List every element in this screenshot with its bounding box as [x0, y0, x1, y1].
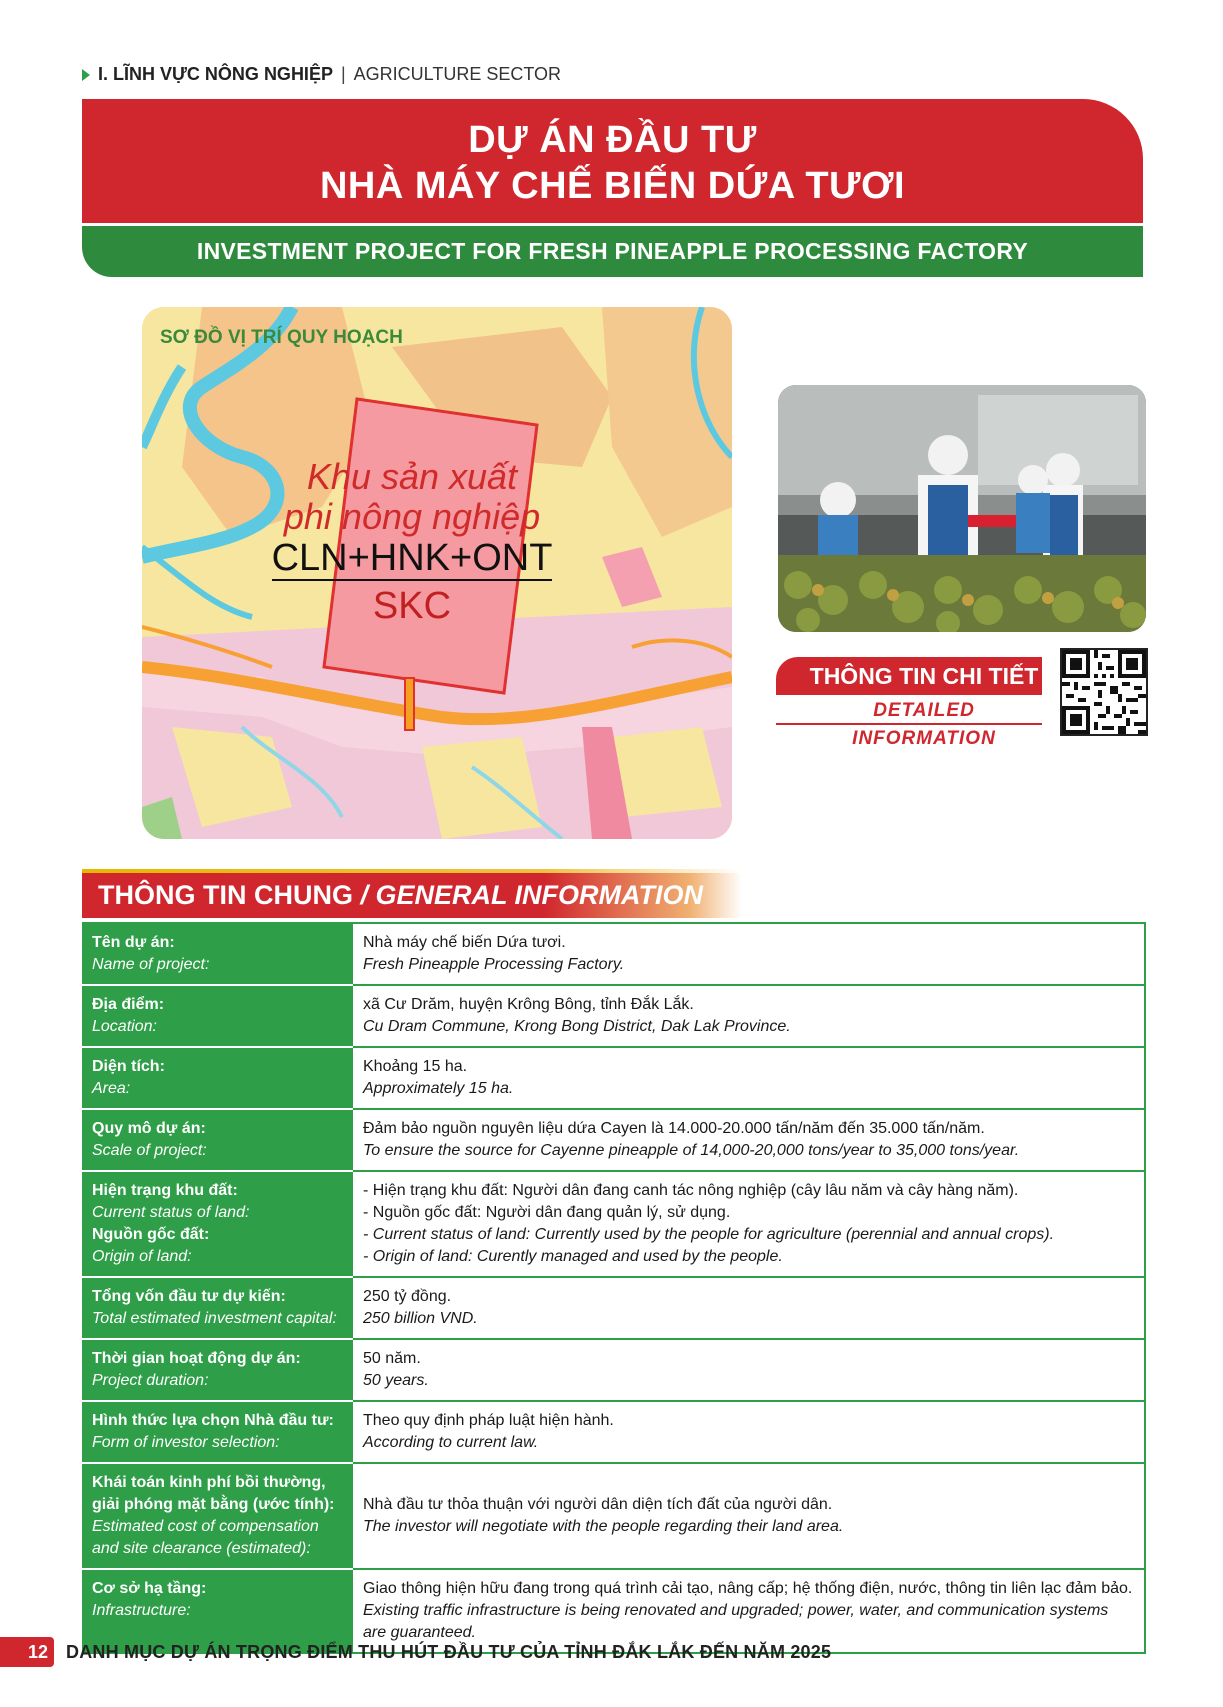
row-value-en: 50 years. [363, 1372, 429, 1389]
row-value [352, 985, 1145, 1047]
row-label [83, 923, 352, 985]
row-value-en: Fresh Pineapple Processing Factory. [363, 956, 625, 973]
table-row [83, 1401, 1145, 1463]
row-label-en: Current status of land: [92, 1204, 250, 1221]
detail-title-vi: THÔNG TIN CHI TIẾT [776, 657, 1042, 695]
general-info-heading [82, 873, 742, 918]
row-label [83, 1171, 352, 1277]
row-label-en-2: Origin of land: [92, 1248, 192, 1265]
detail-title-en: DETAILED INFORMATION [776, 697, 1042, 725]
page-number: 12 [0, 1637, 54, 1667]
general-info-heading-en: GENERAL INFORMATION [375, 880, 703, 910]
map-caption: SƠ ĐỒ VỊ TRÍ QUY HOẠCH [160, 327, 403, 348]
table-row [83, 1171, 1145, 1277]
row-value [352, 1109, 1145, 1171]
row-label [83, 1047, 352, 1109]
row-label-vi: Tổng vốn đầu tư dự kiến: [92, 1288, 286, 1305]
row-label-vi: Hình thức lựa chọn Nhà đầu tư: [92, 1412, 334, 1429]
section-breadcrumb [82, 64, 561, 85]
row-value-en: The investor will negotiate with the people regarding their land area. [363, 1518, 844, 1535]
row-value-en: 250 billion VND. [363, 1310, 478, 1327]
row-label-vi: Khái toán kinh phí bồi thường, giải phóng mặt bằng (ước tính): [92, 1474, 335, 1513]
table-row [83, 1277, 1145, 1339]
row-label-vi: Diện tích: [92, 1058, 165, 1075]
detailed-information-badge [776, 655, 1060, 749]
row-label [83, 1109, 352, 1171]
page-footer [0, 1636, 831, 1668]
map-land-code [262, 537, 562, 580]
row-value-vi: 250 tỷ đồng. [363, 1288, 452, 1305]
row-value-vi: Đảm bảo nguồn nguyên liệu dứa Cayen là 14.000-20.000 tấn/năm đến 35.000 tấn/năm. [363, 1120, 985, 1137]
row-label-vi-2: Nguồn gốc đất: [92, 1226, 210, 1243]
table-row [83, 985, 1145, 1047]
row-value [352, 1171, 1145, 1277]
factory-photo-graphic [778, 385, 1146, 632]
row-value-vi: xã Cư Drăm, huyện Krông Bông, tỉnh Đắk Lắk. [363, 996, 694, 1013]
general-info-heading-vi: THÔNG TIN CHUNG [98, 880, 353, 910]
row-value-vi: Theo quy định pháp luật hiện hành. [363, 1412, 614, 1429]
map-zone-label [262, 457, 562, 537]
row-label-vi: Thời gian hoạt động dự án: [92, 1350, 301, 1367]
row-label-en: Name of project: [92, 956, 210, 973]
row-label-vi: Quy mô dự án: [92, 1120, 206, 1137]
table-row [83, 1463, 1145, 1569]
table-row [83, 1339, 1145, 1401]
row-label-en: Project duration: [92, 1372, 209, 1389]
row-value [352, 923, 1145, 985]
title-line-2: NHÀ MÁY CHẾ BIẾN DỨA TƯƠI [319, 165, 906, 207]
row-label [83, 1339, 352, 1401]
title-line-1: DỰ ÁN ĐẦU TƯ [468, 119, 757, 161]
table-row [83, 1109, 1145, 1171]
row-label-vi: Tên dự án: [92, 934, 175, 951]
row-value [352, 1401, 1145, 1463]
general-info-heading-sep: / [352, 880, 376, 910]
row-label-en: Form of investor selection: [92, 1434, 280, 1451]
map-zone-label-line-2: phi nông nghiệp [283, 496, 541, 537]
row-label-vi: Hiện trạng khu đất: [92, 1182, 238, 1199]
factory-photo [778, 385, 1146, 632]
row-value-en: Existing traffic infrastructure is being renovated and upgraded; power, water, and communication systems are guaranteed. [363, 1602, 1109, 1641]
table-row [83, 1047, 1145, 1109]
triangle-arrow-icon [82, 69, 90, 81]
general-info-table [82, 922, 1146, 1654]
row-label [83, 1401, 352, 1463]
row-value-en: According to current law. [363, 1434, 539, 1451]
section-name-vi: I. LĨNH VỰC NÔNG NGHIỆP [98, 64, 333, 84]
qr-code-graphic [1062, 650, 1146, 734]
row-value-en: Approximately 15 ha. [363, 1080, 514, 1097]
title-banner [82, 99, 1143, 223]
row-value [352, 1339, 1145, 1401]
row-value-en: To ensure the source for Cayenne pineapple of 14,000-20,000 tons/year to 35,000 tons/year. [363, 1142, 1020, 1159]
row-label-en: Scale of project: [92, 1142, 207, 1159]
row-value-vi: Khoảng 15 ha. [363, 1058, 468, 1075]
row-label [83, 985, 352, 1047]
row-label [83, 1463, 352, 1569]
row-label-en: Infrastructure: [92, 1602, 191, 1619]
map-land-code-text: CLN+HNK+ONT [271, 537, 553, 579]
row-value [352, 1047, 1145, 1109]
row-value-vi: Nhà đầu tư thỏa thuận với người dân diện tích đất của người dân. [363, 1496, 833, 1513]
map-zone-label-line-1: Khu sản xuất [306, 456, 518, 497]
row-value-vi-2: - Nguồn gốc đất: Người dân đang quản lý, sử dụng. [363, 1204, 731, 1221]
row-label-en: Location: [92, 1018, 157, 1035]
row-value-vi: Giao thông hiện hữu đang trong quá trình cải tạo, nâng cấp; hệ thống điện, nước, thông tin liên lạc đảm bảo. [363, 1580, 1133, 1597]
footer-title: DANH MỤC DỰ ÁN TRỌNG ĐIỂM THU HÚT ĐẦU TƯ CỦA TỈNH ĐẮK LẮK ĐẾN NĂM 2025 [66, 1641, 832, 1662]
row-value [352, 1277, 1145, 1339]
row-label [83, 1277, 352, 1339]
row-label-en: Total estimated investment capital: [92, 1310, 337, 1327]
planning-location-map [142, 307, 732, 839]
row-value-vi: - Hiện trạng khu đất: Người dân đang canh tác nông nghiệp (cây lâu năm và cây hàng năm). [363, 1182, 1019, 1199]
qr-code-icon[interactable] [1060, 648, 1148, 736]
row-label-vi: Cơ sở hạ tầng: [92, 1580, 207, 1597]
row-label-vi: Địa điểm: [92, 996, 165, 1013]
row-value-vi: Nhà máy chế biến Dứa tươi. [363, 934, 566, 951]
row-value-vi: 50 năm. [363, 1350, 421, 1367]
row-label-en: Estimated cost of compensation and site clearance (estimated): [92, 1518, 319, 1557]
map-land-code-2: SKC [372, 585, 452, 627]
row-value [352, 1463, 1145, 1569]
section-separator: | [340, 64, 346, 84]
row-label-en: Area: [92, 1080, 131, 1097]
subtitle-banner: INVESTMENT PROJECT FOR FRESH PINEAPPLE PROCESSING FACTORY [82, 226, 1143, 277]
row-value-en-2: - Origin of land: Curently managed and used by the people. [363, 1248, 783, 1265]
row-value-en: - Current status of land: Currently used by the people for agriculture (perennial and annual crops). [363, 1226, 1055, 1243]
table-row [83, 923, 1145, 985]
row-value-en: Cu Dram Commune, Krong Bong District, Dak Lak Province. [363, 1018, 791, 1035]
section-name-en: AGRICULTURE SECTOR [353, 64, 562, 84]
